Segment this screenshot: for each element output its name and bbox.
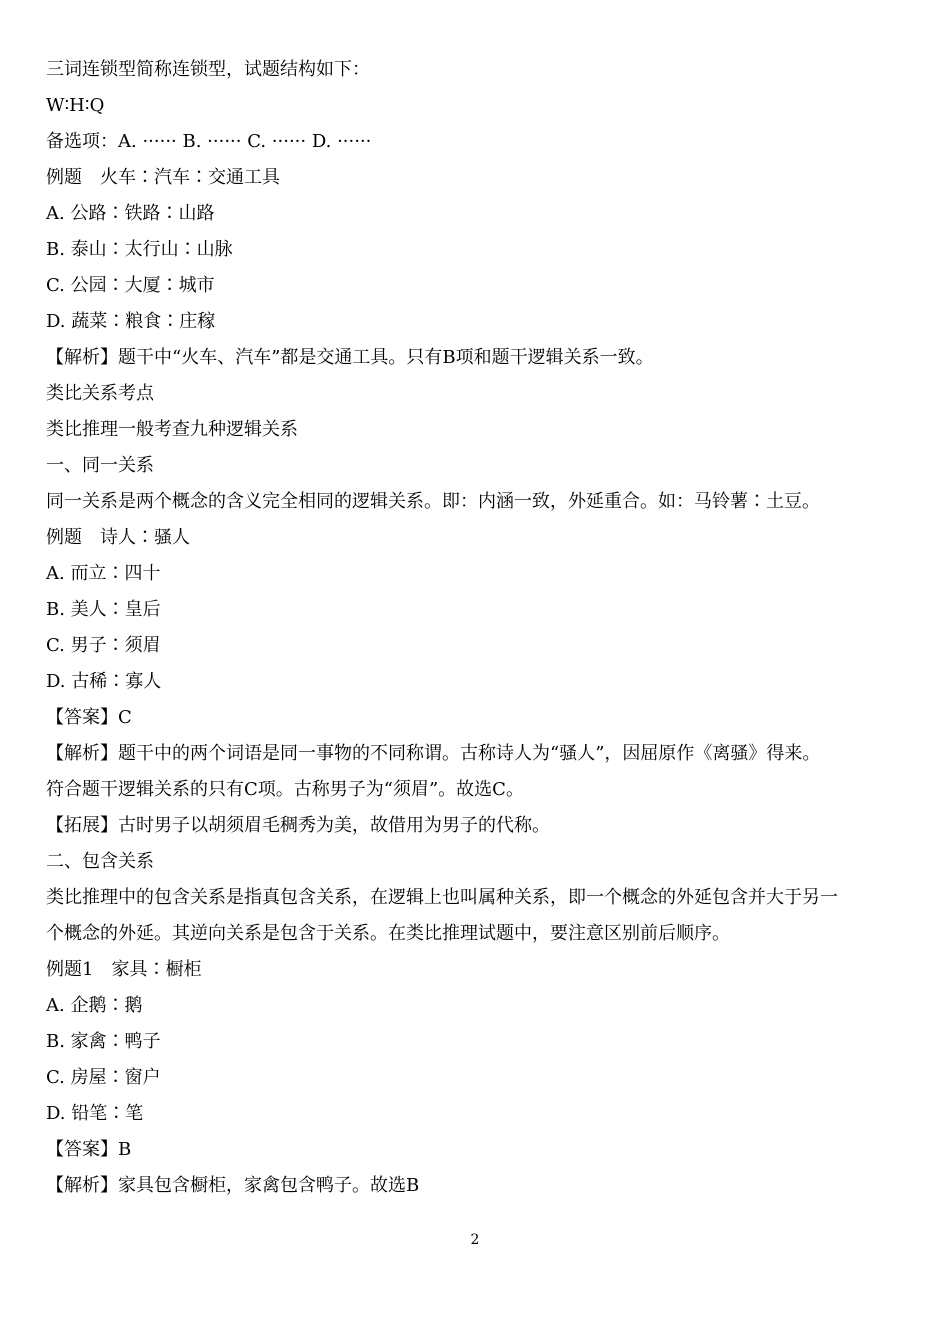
text-line: D. 古稀∶寡人 bbox=[46, 671, 162, 692]
text-line: 【解析】题干中的两个词语是同一事物的不同称谓。古称诗人为“骚人”，因屈原作《离骚》得来。 bbox=[46, 743, 821, 764]
text-line: 【答案】B bbox=[46, 1139, 132, 1160]
text-line: W∶H∶Q bbox=[46, 95, 105, 116]
text-line: B. 家禽∶鸭子 bbox=[46, 1031, 161, 1052]
text-line: D. 蔬菜∶粮食∶庄稼 bbox=[46, 311, 216, 332]
text-line: 【解析】题干中“火车、汽车”都是交通工具。只有B项和题干逻辑关系一致。 bbox=[46, 347, 654, 368]
section-heading: 类比关系考点 bbox=[46, 383, 154, 404]
text-line: B. 美人∶皇后 bbox=[46, 599, 161, 620]
text-line: 三词连锁型简称连锁型，试题结构如下： bbox=[46, 59, 370, 80]
text-line: A. 企鹅∶鹅 bbox=[46, 995, 143, 1016]
section-heading: 一、同一关系 bbox=[46, 455, 154, 476]
text-line: 例题 火车∶汽车∶交通工具 bbox=[46, 167, 280, 188]
text-line: 个概念的外延。其逆向关系是包含于关系。在类比推理试题中，要注意区别前后顺序。 bbox=[46, 923, 730, 944]
text-line: 类比推理一般考查九种逻辑关系 bbox=[46, 419, 298, 440]
text-line: 备选项：A. ······ B. ······ C. ······ D. ······ bbox=[46, 131, 372, 152]
text-line: 符合题干逻辑关系的只有C项。古称男子为“须眉”。故选C。 bbox=[46, 779, 524, 800]
text-line: 例题 诗人∶骚人 bbox=[46, 527, 190, 548]
text-line: C. 房屋∶窗户 bbox=[46, 1067, 161, 1088]
page-number: 2 bbox=[470, 1232, 480, 1248]
text-line: A. 而立∶四十 bbox=[46, 563, 161, 584]
text-line: 类比推理中的包含关系是指真包含关系，在逻辑上也叫属种关系，即一个概念的外延包含并大于另一 bbox=[46, 887, 838, 908]
document-body bbox=[46, 52, 906, 1204]
text-line: 【答案】C bbox=[46, 707, 132, 728]
text-line: A. 公路∶铁路∶山路 bbox=[46, 203, 215, 224]
text-line: B. 泰山∶太行山∶山脉 bbox=[46, 239, 233, 260]
text-line: C. 男子∶须眉 bbox=[46, 635, 161, 656]
section-heading: 二、包含关系 bbox=[46, 851, 154, 872]
text-line: D. 铅笔∶笔 bbox=[46, 1103, 144, 1124]
text-line: 【解析】家具包含橱柜，家禽包含鸭子。故选B bbox=[46, 1175, 420, 1196]
text-line: 同一关系是两个概念的含义完全相同的逻辑关系。即：内涵一致，外延重合。如：马铃薯∶土豆。 bbox=[46, 491, 820, 512]
text-line: C. 公园∶大厦∶城市 bbox=[46, 275, 215, 296]
text-line: 【拓展】古时男子以胡须眉毛稠秀为美，故借用为男子的代称。 bbox=[46, 815, 550, 836]
text-line: 例题1 家具∶橱柜 bbox=[46, 959, 202, 980]
